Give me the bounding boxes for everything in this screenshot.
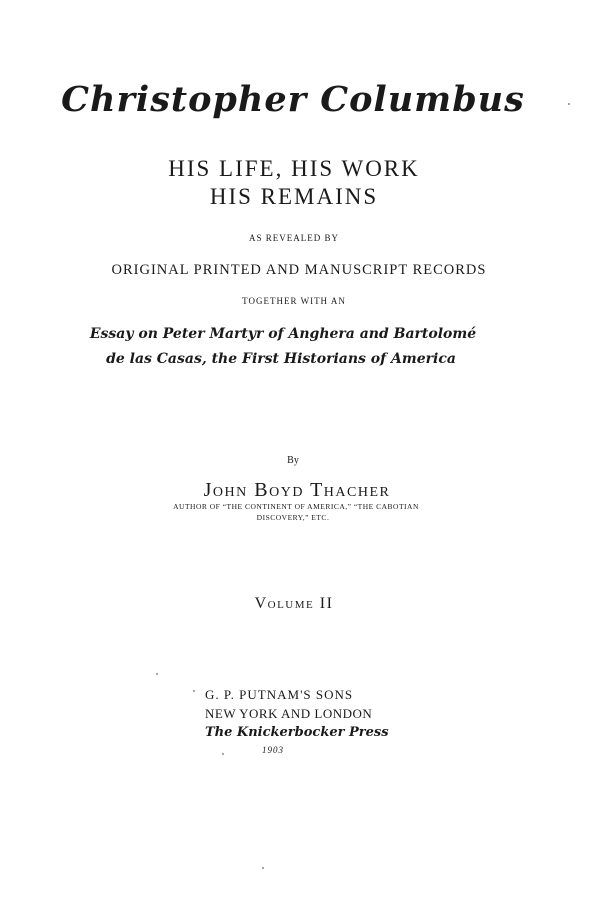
paper-speck [262,867,264,869]
paper-speck [156,673,158,675]
together-with: TOGETHER WITH AN [242,296,346,306]
publication-year: 1903 [262,745,284,755]
essay-line-1: Essay on Peter Martyr of Anghera and Bartolomé [89,326,477,342]
paper-speck [568,103,570,105]
paper-speck [222,753,224,755]
publisher-location: NEW YORK AND LONDON [205,706,373,721]
publisher-name: G. P. PUTNAM'S SONS [205,687,354,702]
essay-line-2: de las Casas, the First Historians of America [106,351,456,367]
author-credits-line-2: DISCOVERY,” ETC. [256,513,330,522]
subtitle-line-1: HIS LIFE, HIS WORK [168,156,420,181]
book-title: Christopher Columbus [61,79,525,120]
author-name: John Boyd Thacher [203,479,391,501]
author-credits-line-1: AUTHOR OF “THE CONTINENT OF AMERICA,” “THE CABOTIAN [173,502,419,511]
by-label: By [287,455,299,466]
paper-speck [193,690,195,692]
volume-label: Volume II [254,595,334,612]
subtitle-line-2: HIS REMAINS [209,184,379,209]
records-line: ORIGINAL PRINTED AND MANUSCRIPT RECORDS [111,262,487,278]
press-name: The Knickerbocker Press [205,725,389,740]
as-revealed-by: AS REVEALED BY [249,233,339,243]
